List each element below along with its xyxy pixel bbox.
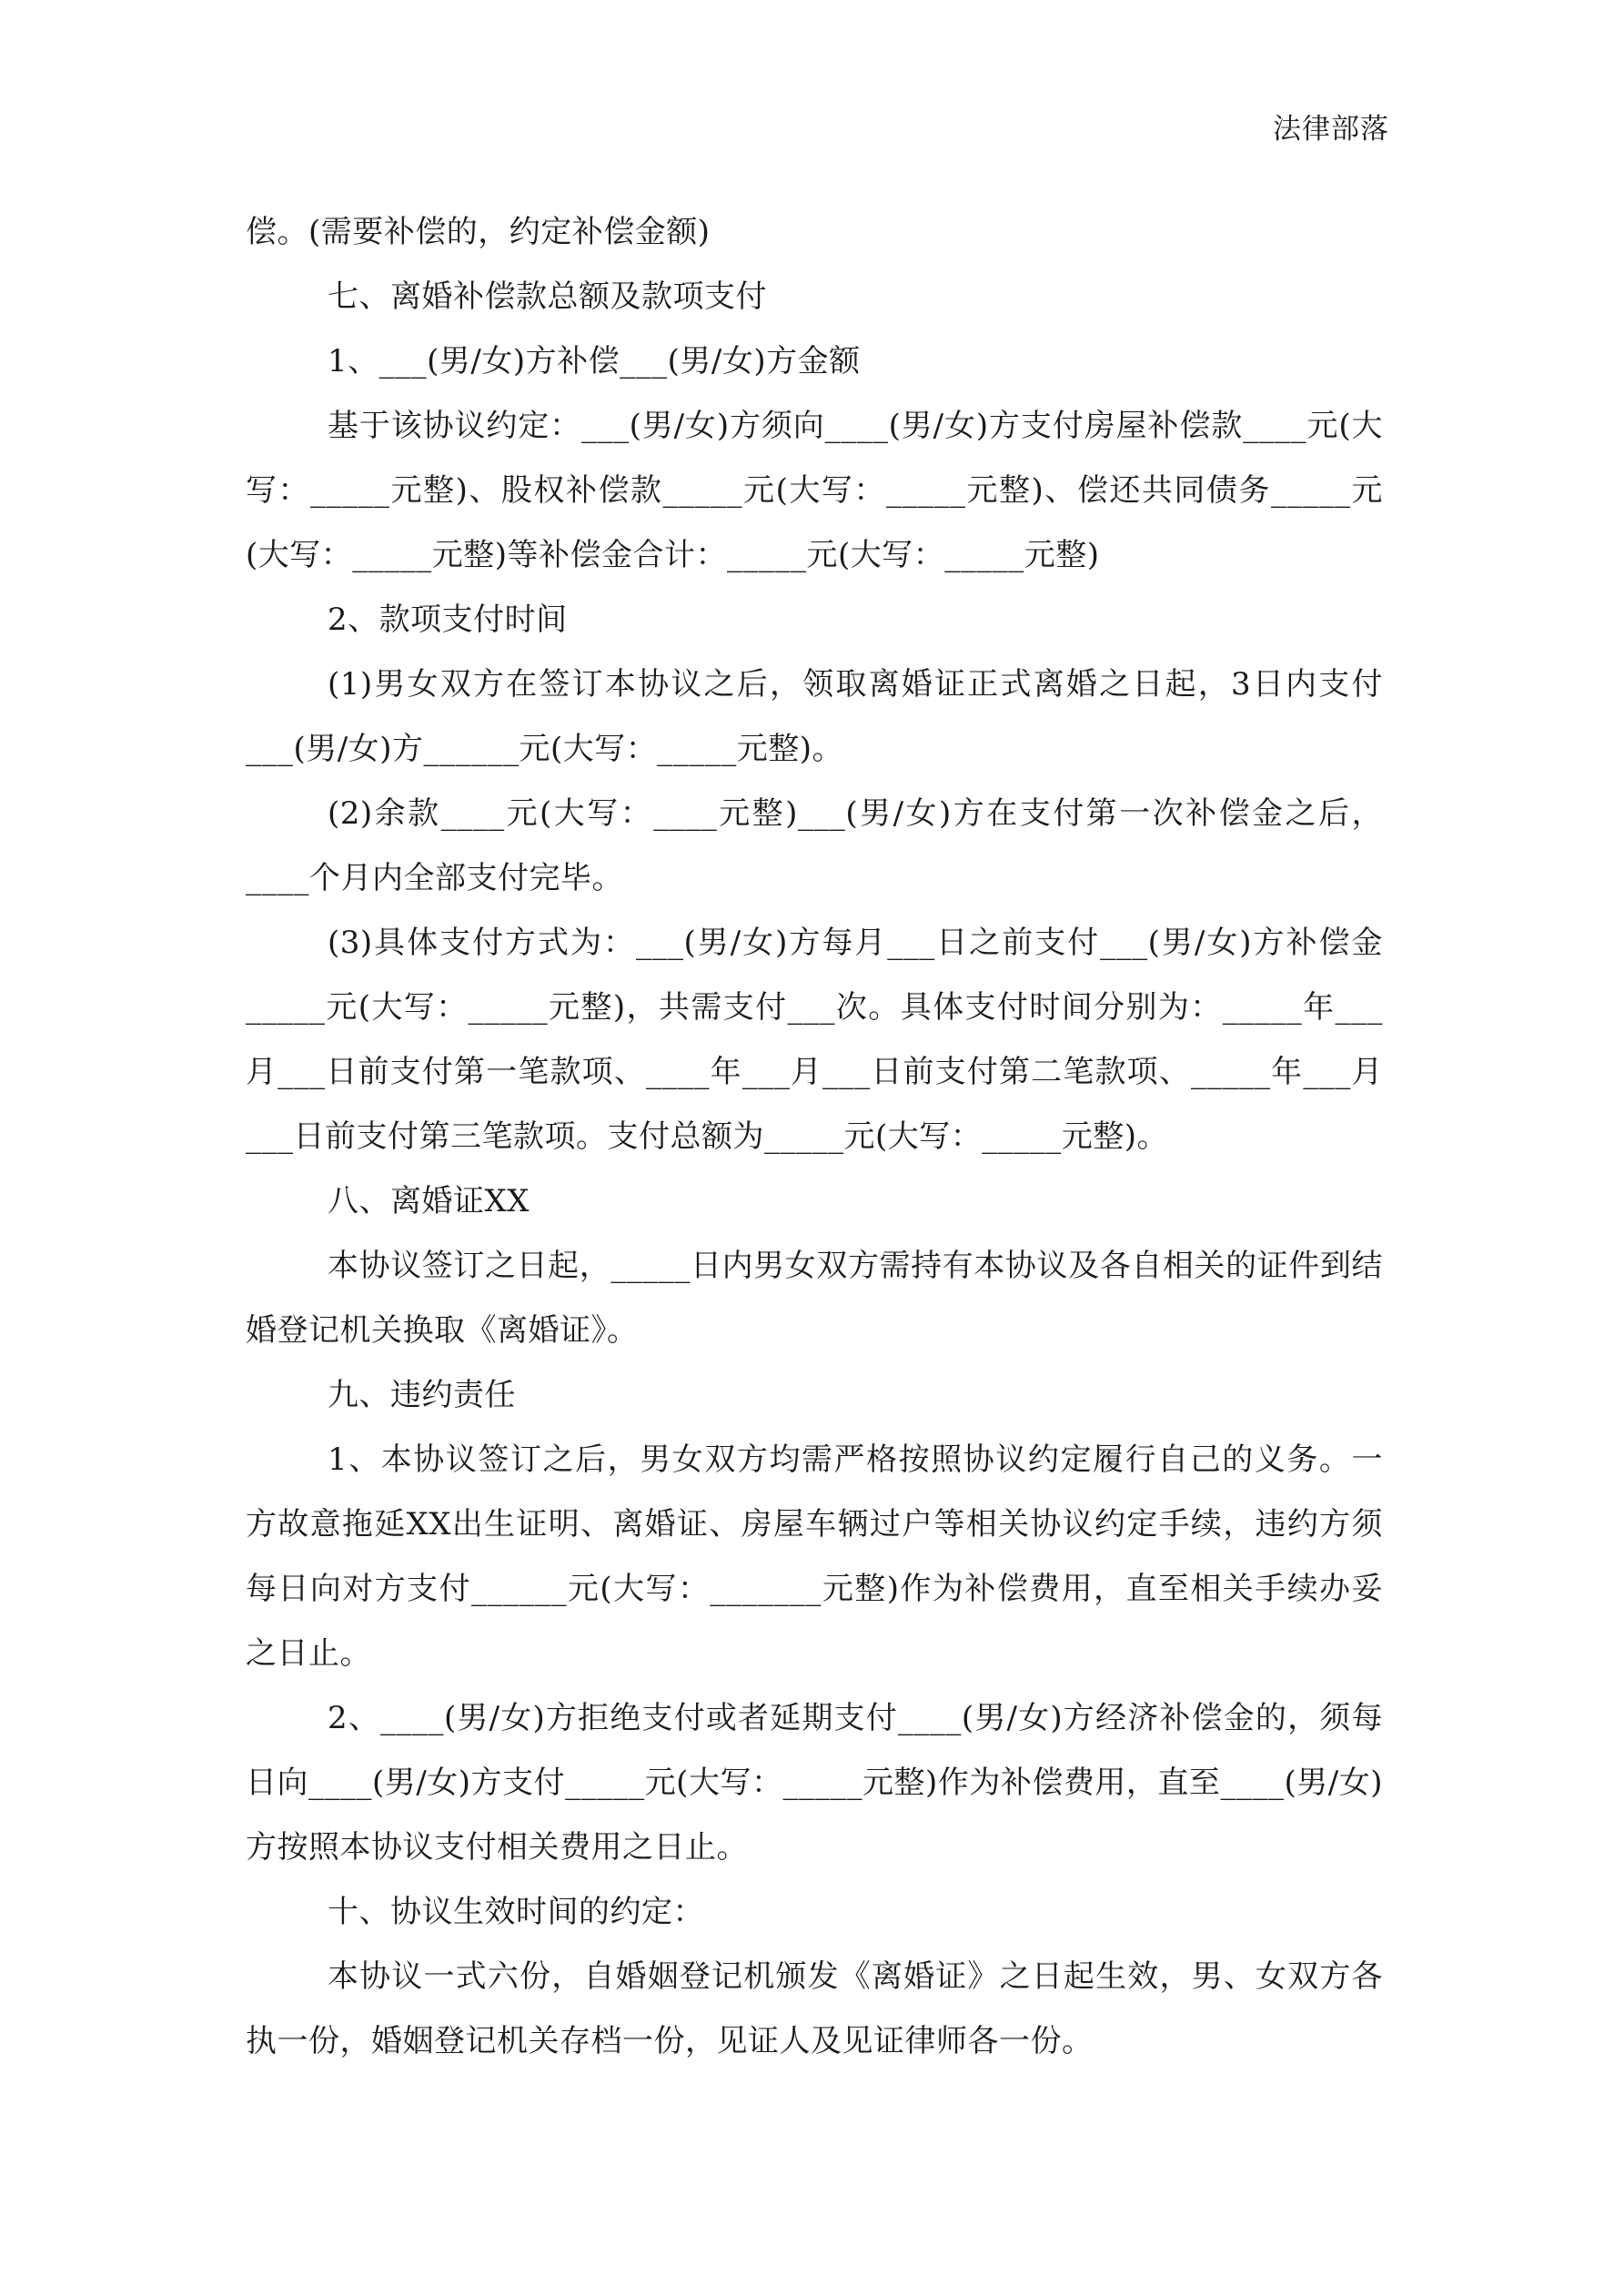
- paragraph-payment-item-1: (1)男女双方在签订本协议之后，领取离婚证正式离婚之日起，3日内支付___(男/女)方______元(大写：_____元整)。: [246, 666, 1383, 767]
- paragraph-divorce-certificate: 本协议签订之日起，_____日内男女双方需持有本协议及各自相关的证件到结婚登记机关换取《离婚证》。: [246, 1248, 1383, 1349]
- paragraph-payment-item-2: (2)余款____元(大写：____元整)___(男/女)方在支付第一次补偿金之后，____个月内全部支付完毕。: [246, 795, 1383, 896]
- page-header-source: 法律部落: [1273, 113, 1389, 146]
- paragraph-compensation-total: 基于该协议约定：___(男/女)方须向____(男/女)方支付房屋补偿款____元(大写：_____元整)、股权补偿款_____元(大写：_____元整)、偿还共同债务_____元(大写：_____元整)等补偿金合计：_____元(大写：_____元整): [246, 408, 1383, 573]
- paragraph-breach-2: 2、____(男/女)方拒绝支付或者延期支付____(男/女)方经济补偿金的，须每日向____(男/女)方支付_____元(大写：_____元整)作为补偿费用，直至____(男/女)方按照本协议支付相关费用之日止。: [246, 1700, 1383, 1866]
- subheading-payment-time: 2、款项支付时间: [328, 602, 568, 638]
- paragraph-compensation-note: 偿。(需要补偿的，约定补偿金额): [246, 214, 711, 250]
- heading-section-8: 八、离婚证XX: [328, 1183, 530, 1219]
- paragraph-payment-item-3: (3)具体支付方式为：___(男/女)方每月___日之前支付___(男/女)方补偿金_____元(大写：_____元整)，共需支付___次。具体支付时间分别为：_____年___月___日前支付第一笔款项、____年___月___日前支付第二笔款项、_____年___月___日前支付第三笔款项。支付总额为_____元(大写：_____元整)。: [246, 925, 1383, 1155]
- paragraph-breach-1: 1、本协议签订之后，男女双方均需严格按照协议约定履行自己的义务。一方故意拖延XX出生证明、离婚证、房屋车辆过户等相关协议约定手续，违约方须每日向对方支付______元(大写：_______元整)作为补偿费用，直至相关手续办妥之日止。: [246, 1441, 1383, 1672]
- heading-section-9: 九、违约责任: [328, 1377, 516, 1413]
- subheading-compensation-amount: 1、___(男/女)方补偿___(男/女)方金额: [328, 343, 861, 379]
- paragraph-effective-time: 本协议一式六份，自婚姻登记机颁发《离婚证》之日起生效，男、女双方各执一份，婚姻登记机关存档一份，见证人及见证律师各一份。: [246, 1958, 1383, 2059]
- heading-section-10: 十、协议生效时间的约定：: [328, 1894, 704, 1930]
- heading-section-7: 七、离婚补偿款总额及款项支付: [328, 278, 767, 315]
- document-body: [246, 200, 1383, 2074]
